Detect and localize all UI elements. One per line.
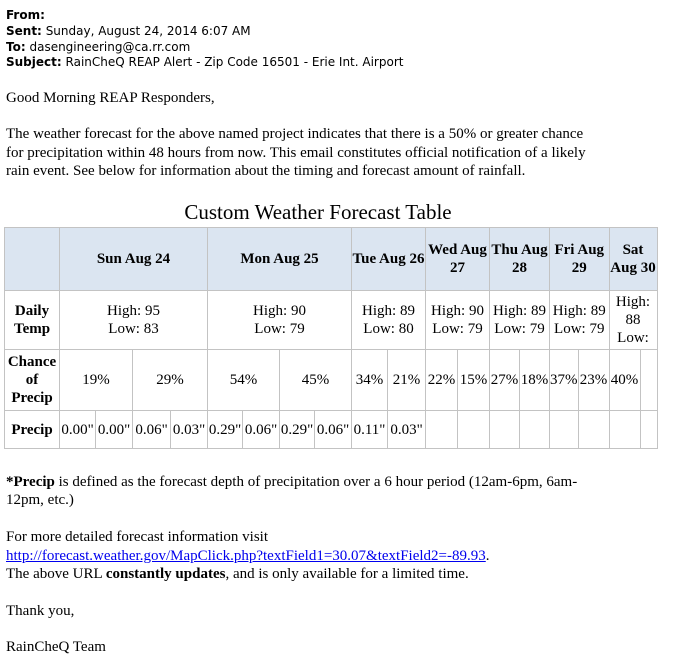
precip-cell: [490, 411, 520, 449]
precip-cell: [458, 411, 490, 449]
thanks-line: Thank you,: [6, 603, 75, 619]
chance-cell: 27%: [490, 350, 520, 411]
forecast-table: [4, 227, 658, 449]
more-info-text: For more detailed forecast information visit: [6, 529, 269, 545]
forecast-link[interactable]: http://forecast.weather.gov/MapClick.php?textField1=30.07&textField2=-89.93: [6, 548, 486, 564]
greeting: Good Morning REAP Responders,: [6, 90, 215, 106]
precip-cell: 0.29": [280, 411, 315, 449]
email-from: From:: [6, 8, 45, 22]
row-label-precip: Precip: [5, 411, 60, 449]
temp-cell: High: 90 Low: 79: [426, 291, 490, 350]
precip-cell: 0.03": [171, 411, 208, 449]
day-header: Wed Aug 27: [426, 228, 490, 291]
row-label-chance: Chance of Precip: [5, 350, 60, 411]
precip-cell: 0.29": [208, 411, 243, 449]
email-to: To: dasengineering@ca.rr.com: [6, 40, 191, 54]
day-header: Tue Aug 26: [352, 228, 426, 291]
chance-cell: 21%: [388, 350, 426, 411]
temp-cell: High: 89 Low: 79: [550, 291, 610, 350]
precip-cell: [609, 411, 640, 449]
chance-cell: 29%: [133, 350, 208, 411]
day-header: Mon Aug 25: [208, 228, 352, 291]
precip-cell: [550, 411, 579, 449]
table-corner: [5, 228, 60, 291]
intro-line-2: for precipitation within 48 hours from now. This email constitutes official notification of a likely: [6, 145, 586, 161]
footnote-line-1: *Precip is defined as the forecast depth of precipitation over a 6 hour period (12am-6pm, 6am-: [6, 474, 578, 490]
forecast-link-line: http://forecast.weather.gov/MapClick.php?textField1=30.07&textField2=-89.93.: [6, 548, 490, 564]
precip-cell: 0.00": [60, 411, 96, 449]
day-header: Thu Aug 28: [490, 228, 550, 291]
chance-cell: 19%: [60, 350, 133, 411]
day-header: Fri Aug 29: [550, 228, 610, 291]
precip-cell: 0.06": [133, 411, 171, 449]
chance-cell: 23%: [578, 350, 609, 411]
row-label-daily-temp: Daily Temp: [5, 291, 60, 350]
precip-cell: 0.06": [315, 411, 352, 449]
chance-cell: [640, 350, 657, 411]
temp-cell: High: 95 Low: 83: [60, 291, 208, 350]
chance-cell: 54%: [208, 350, 280, 411]
precip-cell: 0.03": [388, 411, 426, 449]
chance-cell: 15%: [458, 350, 490, 411]
precip-cell: [426, 411, 458, 449]
table-title: Custom Weather Forecast Table: [184, 200, 452, 224]
temp-cell: High: 89 Low: 80: [352, 291, 426, 350]
email-sent: Sent: Sunday, August 24, 2014 6:07 AM: [6, 24, 251, 38]
chance-cell: 37%: [550, 350, 579, 411]
temp-cell: High: 88 Low:: [609, 291, 657, 350]
intro-line-1: The weather forecast for the above named project indicates that there is a 50% or greater chance: [6, 126, 584, 142]
footnote-line-2: 12pm, etc.): [6, 492, 74, 508]
precip-cell: [640, 411, 657, 449]
precip-cell: [578, 411, 609, 449]
precip-cell: 0.11": [352, 411, 388, 449]
chance-cell: 45%: [280, 350, 352, 411]
day-header: Sat Aug 30: [609, 228, 657, 291]
chance-cell: 40%: [609, 350, 640, 411]
intro-line-3: rain event. See below for information about the timing and forecast amount of rainfall.: [6, 163, 526, 179]
email-subject: Subject: RainCheQ REAP Alert - Zip Code 16501 - Erie Int. Airport: [6, 55, 404, 69]
temp-cell: High: 90 Low: 79: [208, 291, 352, 350]
precip-cell: [520, 411, 550, 449]
updates-line: The above URL constantly updates, and is only available for a limited time.: [6, 566, 469, 582]
day-header: Sun Aug 24: [60, 228, 208, 291]
chance-cell: 18%: [520, 350, 550, 411]
precip-cell: 0.06": [243, 411, 280, 449]
temp-cell: High: 89 Low: 79: [490, 291, 550, 350]
chance-cell: 22%: [426, 350, 458, 411]
signature: RainCheQ Team: [6, 639, 106, 655]
precip-cell: 0.00": [96, 411, 133, 449]
chance-cell: 34%: [352, 350, 388, 411]
